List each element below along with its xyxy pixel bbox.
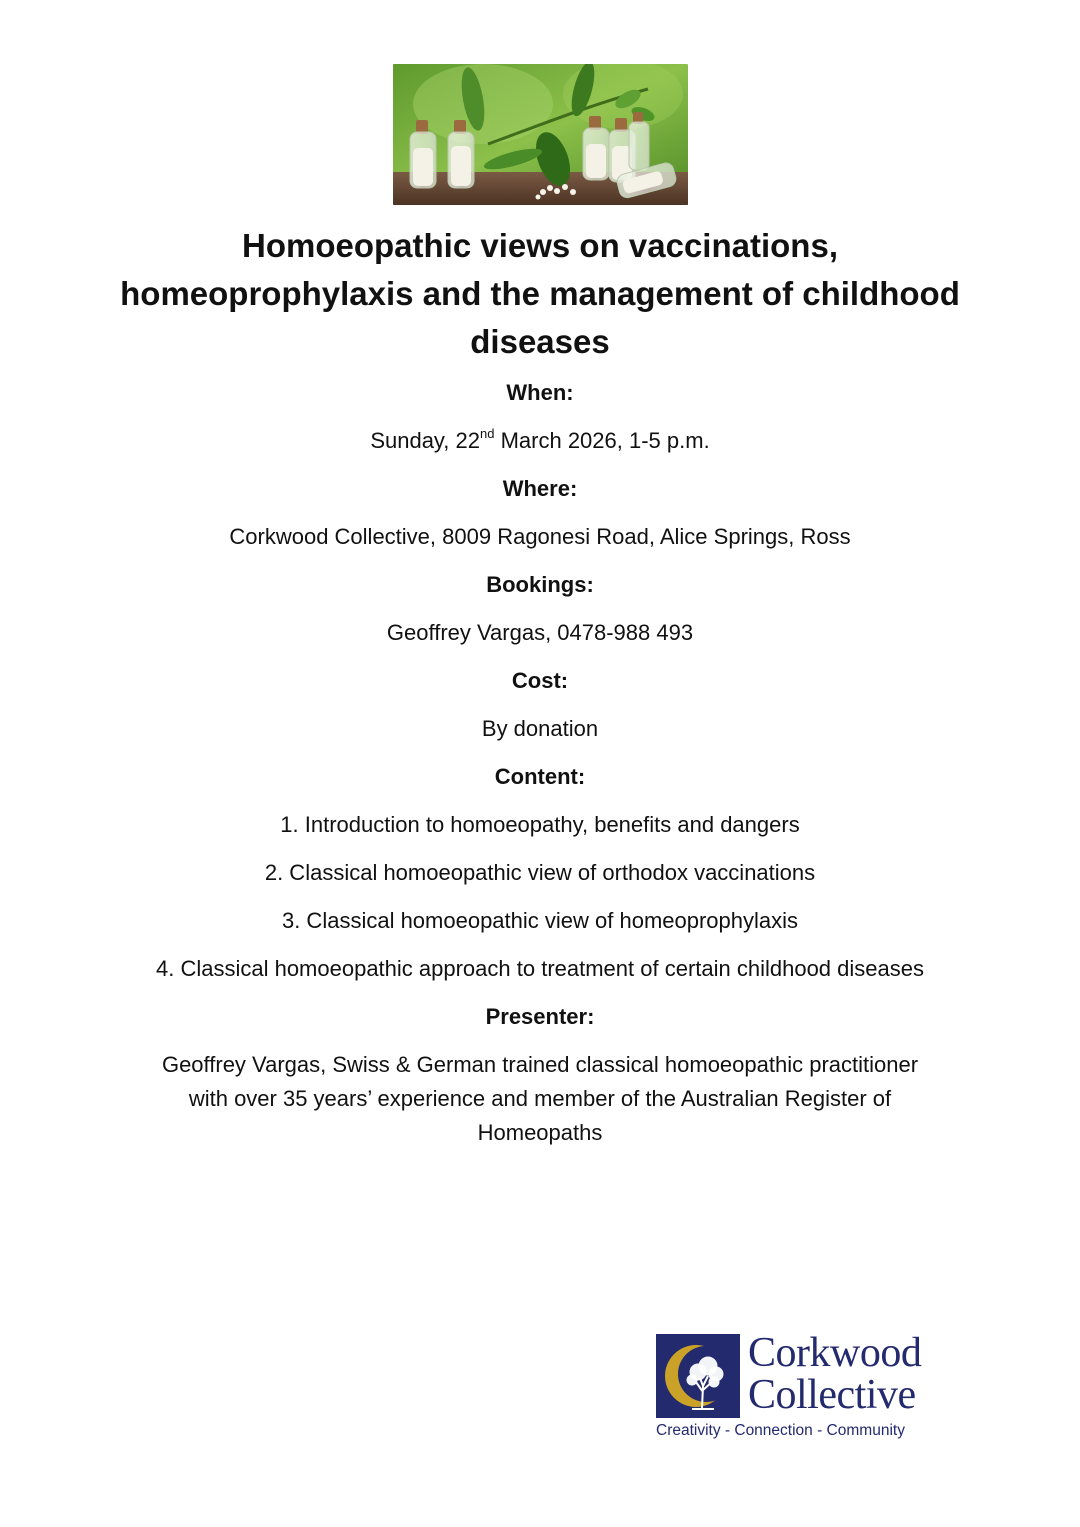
corkwood-collective-logo: [656, 1330, 956, 1444]
presenter-value: Geoffrey Vargas, Swiss & German trained classical homoeopathic practitioner with over 35 years’ experience and member of the Australian Register of Homeopaths: [161, 1052, 919, 1145]
content-list-item: 3. Classical homoeopathic view of homeoprophylaxis: [281, 908, 799, 933]
logo-word-line1: Corkwood: [748, 1330, 922, 1376]
where-value: Corkwood Collective, 8009 Ragonesi Road, Alice Springs, Ross: [229, 524, 851, 549]
where-label: Where:: [502, 476, 578, 501]
when-label: When:: [506, 380, 574, 405]
presenter-label: Presenter:: [485, 1004, 595, 1029]
event-details: [120, 376, 960, 1150]
logo-word-line2: Collective: [748, 1372, 916, 1418]
when-day-rest: March 2026, 1-5 p.m.: [494, 428, 710, 453]
cost-value: By donation: [481, 716, 599, 741]
when-value: [120, 424, 960, 458]
content-list-item: 4. Classical homoeopathic approach to treatment of certain childhood diseases: [155, 956, 924, 981]
when-ordinal-suffix: nd: [480, 425, 495, 441]
logo-tagline: Creativity - Connection - Community: [656, 1422, 905, 1439]
page-title: Homoeopathic views on vaccinations, homeoprophylaxis and the management of childhood diseases: [120, 227, 960, 360]
when-day-prefix: Sunday, 22: [370, 428, 480, 453]
bookings-value: Geoffrey Vargas, 0478-988 493: [386, 620, 694, 645]
content-label: Content:: [494, 764, 586, 789]
content-list-item: 1. Introduction to homoeopathy, benefits and dangers: [280, 812, 800, 837]
content-list-item: 2. Classical homoeopathic view of orthodox vaccinations: [264, 860, 816, 885]
tree-moon-logo-icon: [656, 1334, 740, 1418]
bookings-label: Bookings:: [486, 572, 594, 597]
cost-label: Cost:: [511, 668, 569, 693]
hero-image-homeopathic-vials: [393, 64, 688, 205]
